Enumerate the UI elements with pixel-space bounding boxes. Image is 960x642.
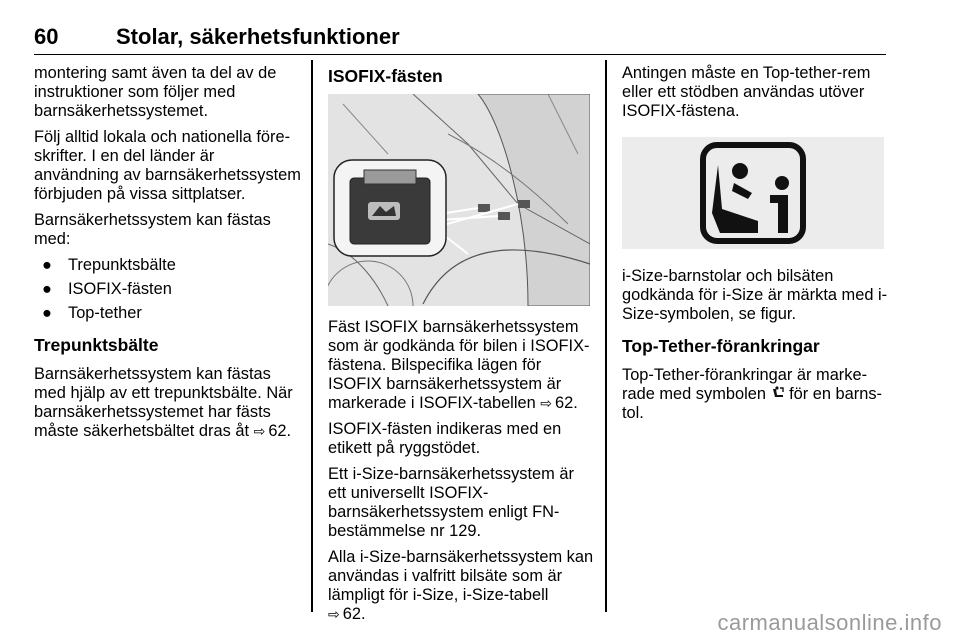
bullet-icon: ● xyxy=(42,256,52,274)
page-reference[interactable]: 62. xyxy=(268,422,292,440)
paragraph: Barnsäkerhetssystem kan fästas med: xyxy=(34,211,271,248)
ref-arrow-icon: ⇨ xyxy=(253,423,266,439)
column-divider xyxy=(311,60,313,612)
ref-arrow-icon: ⇨ xyxy=(328,606,340,622)
column-1 xyxy=(34,64,302,448)
i-size-symbol-icon xyxy=(622,137,884,249)
page-header xyxy=(34,24,886,55)
paragraph: montering samt även ta del av de instruktioner som följer med barnsäkerhetssystemet. xyxy=(34,64,277,120)
paragraph: i-Size-barnstolar och bilsäten godkända för i-Size är märkta med i-Size-symbolen, se figur. xyxy=(622,267,888,323)
paragraph: ISOFIX-fästen indikeras med en etikett på ryggstödet. xyxy=(328,420,562,457)
paragraph xyxy=(34,365,302,441)
paragraph-text: för en barnstol. xyxy=(622,385,883,422)
section-heading: Trepunktsbälte xyxy=(34,335,159,355)
section-heading: ISOFIX-fästen xyxy=(328,66,443,86)
bullet-list xyxy=(34,256,302,323)
page-title: Stolar, säkerhetsfunktioner xyxy=(116,24,400,49)
list-item xyxy=(34,280,302,299)
list-item-text: Top-tether xyxy=(68,304,142,322)
paragraph: Ett i-Size-barnsäkerhetssystem är ett universellt ISOFIX-barnsäkerhetssystem enligt FN-bestämmelse nr 129. xyxy=(328,465,574,540)
watermark: carmanualsonline.info xyxy=(717,610,942,635)
column-divider xyxy=(605,60,607,612)
page-number: 60 xyxy=(34,24,59,49)
paragraph-text: Fäst ISOFIX barnsäkerhetssystem som är godkända för bilen i ISOFIX-fästena. Bilspecifika lägen för ISOFIX barnsäkerhetssystem är markerade i ISOFIX-tabellen xyxy=(328,318,590,412)
section-heading: Top-Tether-förankringar xyxy=(622,336,820,356)
paragraph: Antingen måste en Top-tether-rem eller ett stödben användas utöver ISOFIX-fästena. xyxy=(622,64,871,120)
paragraph: Följ alltid lokala och nationella föreskrifter. I en del länder är användning av barnsäkerhetssystem förbjuden på vissa sittplatser. xyxy=(34,128,301,203)
column-2 xyxy=(328,64,596,631)
page-reference[interactable]: 62. xyxy=(342,605,366,623)
isofix-illustration xyxy=(328,94,590,306)
list-item xyxy=(34,304,302,323)
paragraph xyxy=(622,366,888,423)
paragraph xyxy=(328,318,596,413)
paragraph-text: Alla i-Size-barnsäkerhetssystem kan användas i valfritt bilsäte som är lämpligt för i-Size, i-Size-tabell xyxy=(328,548,594,604)
list-item-text: ISOFIX-fästen xyxy=(68,280,172,298)
paragraph-text: Top-Tether-förankringar är markerade med symbolen xyxy=(622,366,868,403)
list-item xyxy=(34,256,302,275)
top-tether-symbol-icon xyxy=(771,386,785,400)
bullet-icon: ● xyxy=(42,304,52,322)
column-3 xyxy=(622,64,888,430)
paragraph xyxy=(328,548,596,624)
paragraph-text: Barnsäkerhetssystem kan fästas med hjälp av ett trepunktsbälte. När barnsäkerhetssystemet har fästs måste säkerhetsbältet dras åt xyxy=(34,365,293,440)
page-reference[interactable]: 62. xyxy=(555,394,578,412)
bullet-icon: ● xyxy=(42,280,52,298)
list-item-text: Trepunktsbälte xyxy=(68,256,176,274)
ref-arrow-icon: ⇨ xyxy=(540,395,552,411)
